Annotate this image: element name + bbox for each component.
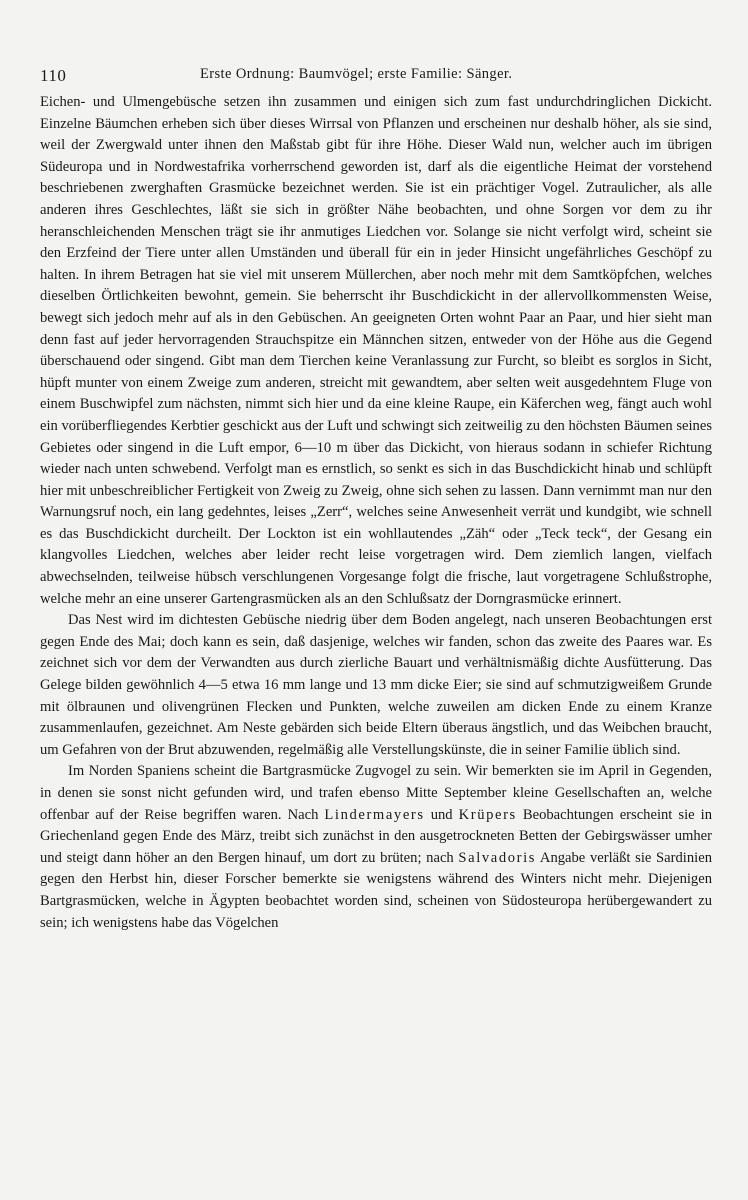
paragraph — [40, 92, 712, 610]
author-name: Salvadoris — [458, 849, 537, 866]
paragraph — [40, 610, 712, 761]
page-header — [40, 60, 712, 92]
text-run: Im Norden Spaniens scheint die Bartgrasmücke Zugvogel zu sein. Wir bemerkten sie im April in Gegenden, in denen sie sonst nicht gefunden wird, und trafen ebenso Mitte September kleine Gesellschaften an, welche offenbar auf der Reise begriffen waren. Nach — [40, 763, 712, 823]
author-name: Krüpers — [458, 806, 517, 823]
paragraph — [40, 761, 712, 934]
text-run: Angabe verläßt sie Sardinien gegen den Herbst hin, dieser Forscher bemerkte sie wenigstens während des Winters nicht mehr. Diejenigen Bartgrasmücken, welche in Ägypten beobachtet worden sind, scheinen von Südosteuropa herübergewandert zu sein; ich wenigstens habe das Vögelchen — [40, 849, 712, 931]
running-head: Erste Ordnung: Baumvögel; erste Familie: Sänger. — [200, 66, 513, 82]
text-run: Das Nest wird im dichtesten Gebüsche niedrig über dem Boden angelegt, nach unseren Beobachtungen erst gegen Ende des Mai; doch kann es sein, daß dasjenige, welches wir fanden, schon das zweite des Paares war. Es zeichnet sich vor dem der Verwandten aus durch zierliche Bauart und verhältnismäßig dichte Ausfütterung. Das Gelege bilden gewöhnlich 4—5 etwa 16 mm lange und 13 mm dicke Eier; sie sind auf schmutzigweißem Grunde mit ölbraunen und olivengrünen Flecken und Punkten, welche zuweilen am dicken Ende zu einem Kranze zusammenlaufen, gezeichnet. Am Neste gebärden sich beide Eltern überaus ängstlich, und das Weibchen braucht, um Gefahren von der Brut abzuwenden, regelmäßig alle Verstellungskünste, die in seiner Familie üblich sind. — [40, 612, 712, 758]
body-text — [40, 92, 712, 934]
text-run: Beobachtungen erscheint sie in Griechenland gegen Ende des März, treibt sich zunächst in den ausgetrockneten Betten der Gebirgswässer umher und steigt dann höher an den Bergen hinauf, um dort zu brüten; nach — [40, 806, 712, 866]
text-run: und — [424, 806, 459, 823]
page-number: 110 — [40, 66, 67, 85]
author-name: Lindermayers — [324, 806, 425, 823]
text-run: Eichen- und Ulmengebüsche setzen ihn zusammen und einigen sich zum fast undurchdringlichen Dickicht. Einzelne Bäumchen erheben sich über dieses Wirrsal von Pflanzen und erscheinen nur deshalb höher, als sie sind, weil der Zwergwald unter ihnen den Maßstab gibt für ihre Höhe. Dieser Wald nun, welcher auch im übrigen Südeuropa und in Nordwestafrika vorherrschend geworden ist, darf als die eigentliche Heimat der vorstehend beschriebenen zwerghaften Grasmücke bezeichnet werden. Sie ist ein prächtiger Vogel. Zutraulicher, als alle anderen ihres Geschlechtes, läßt sie sich in größter Nähe beobachten, und ohne Sorgen vor dem zu ihr heranschleichenden Menschen trägt sie ihr anmutiges Liedchen vor. Solange sie nicht verfolgt wird, scheint sie den Erzfeind der Tiere unter allen Umständen und überall für ein in jeder Hinsicht ungefährliches Geschöpf zu halten. In ihrem Betragen hat sie viel mit unserem Müllerchen, aber noch mehr mit dem Samtköpfchen, welches dieselben Örtlichkeiten bewohnt, gemein. Sie beherrscht ihr Buschdickicht in der allervollkommensten Weise, bewegt sich jedoch mehr auf als in den Gebüschen. An geeigneten Orten wohnt Paar an Paar, und hier sieht man denn fast auf jeder hervorragenden Strauchspitze ein Männchen sitzen, entweder von der Höhe aus die Gegend überschauend oder singend. Gibt man dem Tierchen keine Veranlassung zur Furcht, so bleibt es sorglos in Sicht, hüpft munter von einem Zweige zum anderen, streicht mit gewandtem, aber selten weit ausgedehntem Fluge von einem Buschwipfel zum nächsten, nimmt sich hier und da eine kleine Raupe, ein Käferchen weg, fängt auch wohl ein vorüberfliegendes Kerbtier geschickt aus der Luft und schwingt sich zeitweilig zu den höchsten Bäumen seines Gebietes oder singend in die Luft empor, 6—10 m über das Dickicht, von hieraus sodann in schiefer Richtung wieder nach unten schwebend. Verfolgt man es ernstlich, so senkt es sich in das Buschdickicht hinab und schlüpft hier mit unbeschreiblicher Fertigkeit von Zweig zu Zweig, ohne sich sehen zu lassen. Dann vernimmt man nur den Warnungsruf noch, ein lang gedehntes, leises „Zerr“, welches seine Anwesenheit verrät und kundgibt, wie schnell es das Buschdickicht durcheilt. Der Lockton ist ein wohllautendes „Zäh“ oder „Teck teck“, der Gesang ein klangvolles Liedchen, welches aber leider recht leise vorgetragen wird. Dem ziemlich langen, vielfach abwechselnden, teilweise hübsch verschlungenen Vorgesange folgt die frische, laut vorgetragene Schlußstrophe, welche mehr an eine unserer Gartengrasmücken als an den Schlußsatz der Dorngrasmücke erinnert. — [40, 94, 712, 607]
